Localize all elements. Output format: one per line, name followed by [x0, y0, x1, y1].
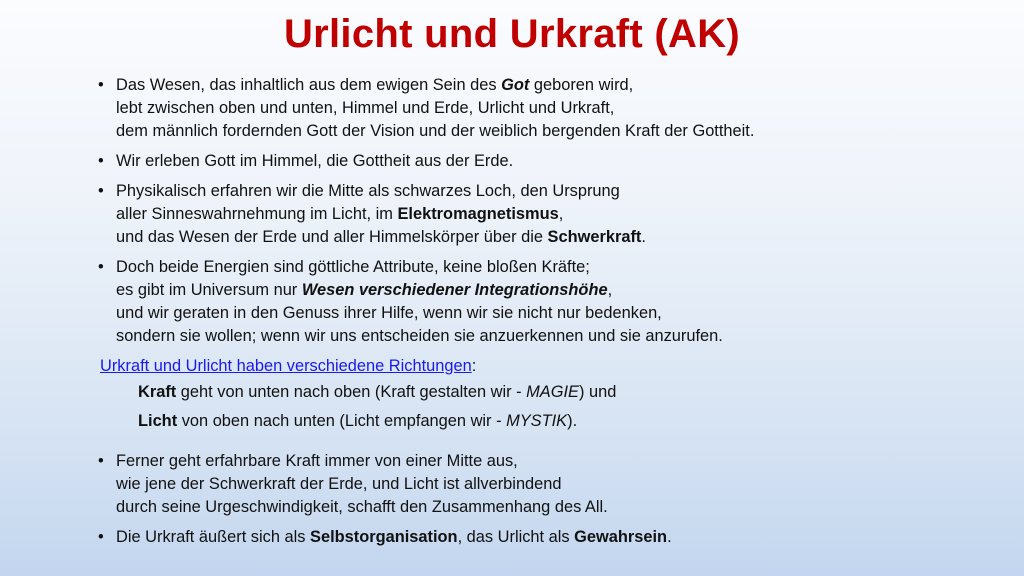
link-paragraph	[92, 355, 992, 378]
text-segment: ).	[567, 412, 578, 430]
text-segment: sondern sie wollen; wenn wir uns entscheiden sie anzuerkennen und sie anzurufen.	[116, 327, 723, 345]
bullet-line	[116, 203, 992, 226]
direction-line	[92, 378, 992, 407]
text-segment: wie jene der Schwerkraft der Erde, und Licht ist allverbindend	[116, 475, 562, 493]
bullet-dot-icon: •	[98, 152, 104, 170]
bullet-item	[92, 526, 992, 549]
bullet-line	[116, 180, 992, 203]
bullet-dot-icon: •	[98, 76, 104, 94]
text-segment: geboren wird,	[529, 76, 634, 94]
bullet-item	[92, 180, 992, 249]
text-segment: Das Wesen, das inhaltlich aus dem ewigen Sein des	[116, 76, 502, 94]
slide-title: Urlicht und Urkraft (AK)	[283, 12, 741, 56]
emphasis-text: Elektromagnetismus	[397, 205, 559, 223]
bullet-line	[116, 496, 992, 519]
spacer	[92, 436, 992, 450]
bullet-line	[116, 526, 992, 549]
text-segment: durch seine Urgeschwindigkeit, schafft den Zusammenhang des All.	[116, 498, 608, 516]
bullet-dot-icon: •	[98, 258, 104, 276]
emphasis-text: MAGIE	[526, 383, 579, 401]
text-segment: ) und	[578, 383, 617, 401]
text-segment: und das Wesen der Erde und aller Himmelskörper über die	[116, 228, 548, 246]
text-segment: es gibt im Universum nur	[116, 281, 302, 299]
emphasis-text: Gewahrsein	[574, 528, 668, 546]
bullet-dot-icon: •	[98, 528, 104, 546]
bullet-item	[92, 450, 992, 519]
slide-content	[92, 74, 992, 556]
bullet-line	[116, 120, 992, 143]
emphasis-text: Kraft	[138, 383, 177, 401]
text-segment: lebt zwischen oben und unten, Himmel und Erde, Urlicht und Urkraft,	[116, 99, 615, 117]
bullet-line	[116, 74, 992, 97]
emphasis-text: Wesen verschiedener Integrationshöhe	[301, 281, 608, 299]
bullet-item	[92, 256, 992, 348]
emphasis-text: Licht	[138, 412, 178, 430]
link-suffix: :	[471, 357, 477, 375]
bullet-dot-icon: •	[98, 452, 104, 470]
text-segment: ,	[607, 281, 613, 299]
bullet-line	[116, 325, 992, 348]
bullet-line	[116, 256, 992, 279]
bullet-list-bottom	[92, 450, 992, 549]
bullet-item	[92, 150, 992, 173]
bullet-line	[116, 150, 992, 173]
bullet-line	[116, 226, 992, 249]
text-segment: aller Sinneswahrnehmung im Licht, im	[116, 205, 398, 223]
text-segment: ,	[558, 205, 564, 223]
text-segment: , das Urlicht als	[457, 528, 575, 546]
text-segment: Doch beide Energien sind göttliche Attribute, keine bloßen Kräfte;	[116, 258, 590, 276]
bullet-line	[116, 473, 992, 496]
emphasis-text: Selbstorganisation	[310, 528, 458, 546]
bullet-item	[92, 74, 992, 143]
text-segment: .	[641, 228, 646, 246]
bullet-dot-icon: •	[98, 182, 104, 200]
direction-line	[92, 407, 992, 436]
emphasis-text: Schwerkraft	[547, 228, 642, 246]
direction-lines	[92, 378, 992, 436]
bullet-line	[116, 279, 992, 302]
text-segment: Ferner geht erfahrbare Kraft immer von einer Mitte aus,	[116, 452, 518, 470]
bullet-line	[116, 302, 992, 325]
text-segment: dem männlich fordernden Gott der Vision und der weiblich bergenden Kraft der Gottheit.	[116, 122, 755, 140]
text-segment: von oben nach unten (Licht empfangen wir -	[177, 412, 507, 430]
text-segment: und wir geraten in den Genuss ihrer Hilfe, wenn wir sie nicht nur bedenken,	[116, 304, 662, 322]
bullet-line	[116, 450, 992, 473]
text-segment: Wir erleben Gott im Himmel, die Gottheit aus der Erde.	[116, 152, 514, 170]
text-segment: Die Urkraft äußert sich als	[116, 528, 311, 546]
directions-link[interactable]: Urkraft und Urlicht haben verschiedene Richtungen	[100, 357, 472, 375]
text-segment: .	[667, 528, 672, 546]
bullet-line	[116, 97, 992, 120]
bullet-list-top	[92, 74, 992, 348]
emphasis-text: Got	[501, 76, 530, 94]
text-segment: Physikalisch erfahren wir die Mitte als schwarzes Loch, den Ursprung	[116, 182, 620, 200]
emphasis-text: MYSTIK	[506, 412, 568, 430]
text-segment: geht von unten nach oben (Kraft gestalten wir -	[176, 383, 527, 401]
